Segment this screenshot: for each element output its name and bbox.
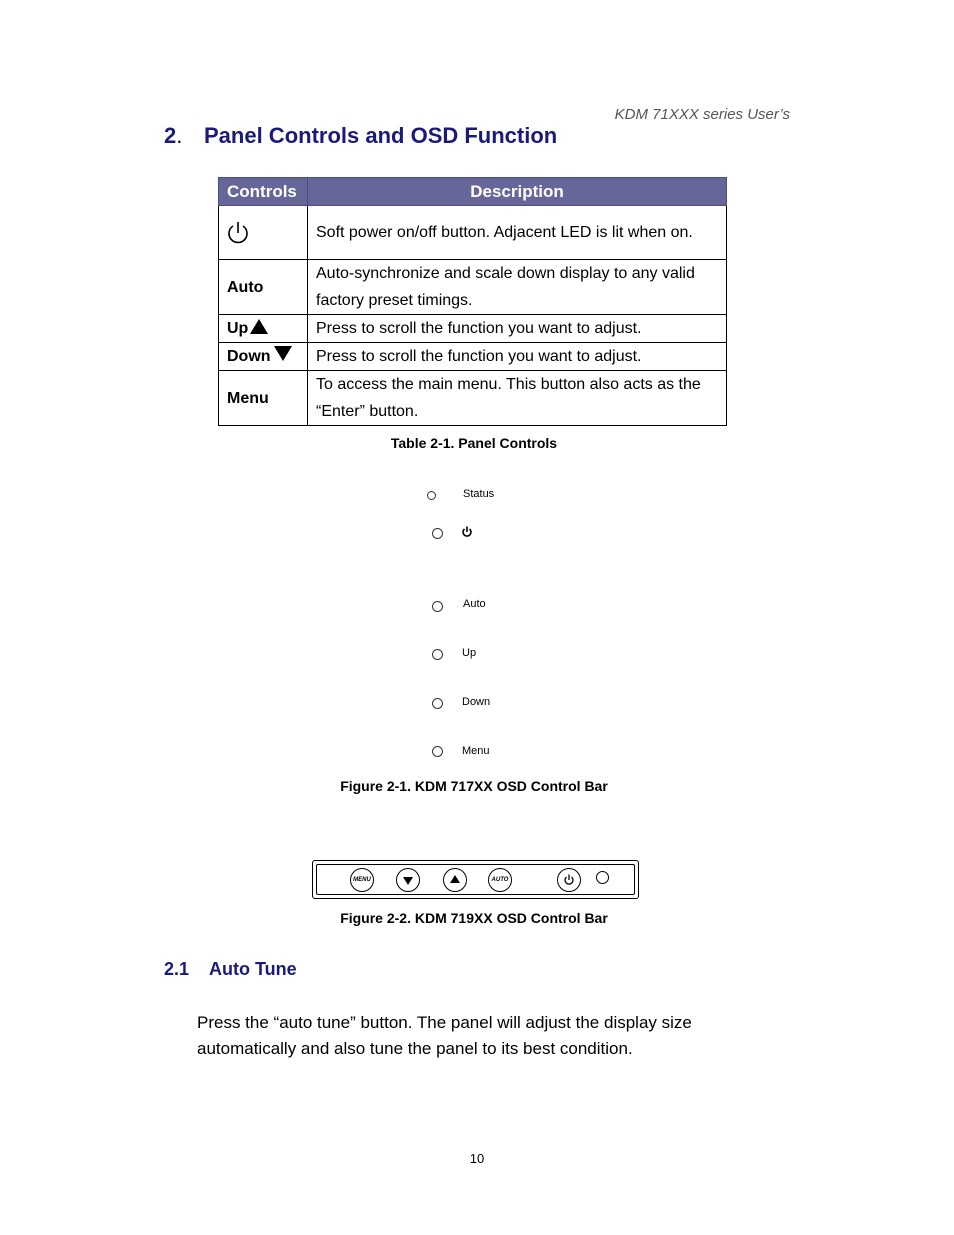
down-button — [396, 868, 420, 892]
table-header-row — [219, 178, 727, 206]
triangle-up-icon — [250, 319, 268, 334]
auto-button-led — [432, 601, 443, 612]
figure-719xx-control-bar — [312, 860, 639, 899]
down-label: Down — [462, 696, 491, 708]
table-cell-description: Press to scroll the function you want to adjust. — [308, 343, 727, 371]
status-led — [427, 491, 436, 500]
page-number: 10 — [469, 1151, 485, 1166]
menu-button-led — [432, 746, 443, 757]
subsection-number: 2.1 — [164, 959, 190, 979]
table-caption: Table 2-1. Panel Controls — [390, 435, 558, 451]
power-icon — [225, 220, 251, 246]
section-number-dot: . — [176, 123, 183, 148]
running-header: KDM 71XXX series User’s — [614, 106, 790, 123]
power-led — [596, 871, 609, 884]
up-button-led — [432, 649, 443, 660]
table-cell-description: Auto-synchronize and scale down display to any valid factory preset timings. — [308, 260, 727, 315]
section-heading — [164, 123, 558, 149]
table-row — [219, 260, 727, 315]
section-title: Panel Controls and OSD Function — [204, 123, 558, 148]
up-label: Up — [462, 647, 477, 659]
table-row — [219, 315, 727, 343]
auto-tune-paragraph: Press the “auto tune” button. The panel will adjust the display size automatically and also tune the panel to its best condition. — [197, 1013, 692, 1058]
figure2-caption: Figure 2-2. KDM 719XX OSD Control Bar — [340, 910, 608, 926]
panel-controls-table — [218, 177, 727, 426]
table-cell-control: Menu — [219, 371, 308, 426]
menu-button: MENU — [350, 868, 374, 892]
table-row — [219, 371, 727, 426]
control-label-down: Down — [227, 348, 271, 365]
subsection-title: Auto Tune — [209, 959, 297, 979]
table-cell-description: Press to scroll the function you want to adjust. — [308, 315, 727, 343]
table-cell-control — [219, 343, 308, 371]
power-icon — [461, 526, 473, 538]
table-cell-description: To access the main menu. This button also acts as the “Enter” button. — [308, 371, 727, 426]
table-cell-description: Soft power on/off button. Adjacent LED is lit when on. — [308, 206, 727, 260]
table-cell-control — [219, 315, 308, 343]
power-button — [557, 868, 581, 892]
control-label-up: Up — [227, 320, 249, 337]
triangle-down-icon — [403, 877, 413, 885]
subsection-heading — [164, 959, 297, 980]
auto-button: AUTO — [488, 868, 512, 892]
up-button — [443, 868, 467, 892]
table-header-description: Description — [308, 178, 727, 206]
figure1-caption: Figure 2-1. KDM 717XX OSD Control Bar — [340, 778, 608, 794]
triangle-up-icon — [450, 875, 460, 883]
triangle-down-icon — [274, 346, 292, 361]
table-cell-control — [219, 206, 308, 260]
table-header-controls: Controls — [219, 178, 308, 206]
section-number: 2 — [164, 123, 177, 148]
menu-label: Menu — [462, 745, 490, 757]
table-cell-control: Auto — [219, 260, 308, 315]
down-button-led — [432, 698, 443, 709]
table-row — [219, 343, 727, 371]
power-button-led — [432, 528, 443, 539]
auto-label: Auto — [463, 598, 486, 610]
table-row — [219, 206, 727, 260]
status-label: Status — [463, 488, 495, 500]
power-icon — [563, 874, 575, 886]
